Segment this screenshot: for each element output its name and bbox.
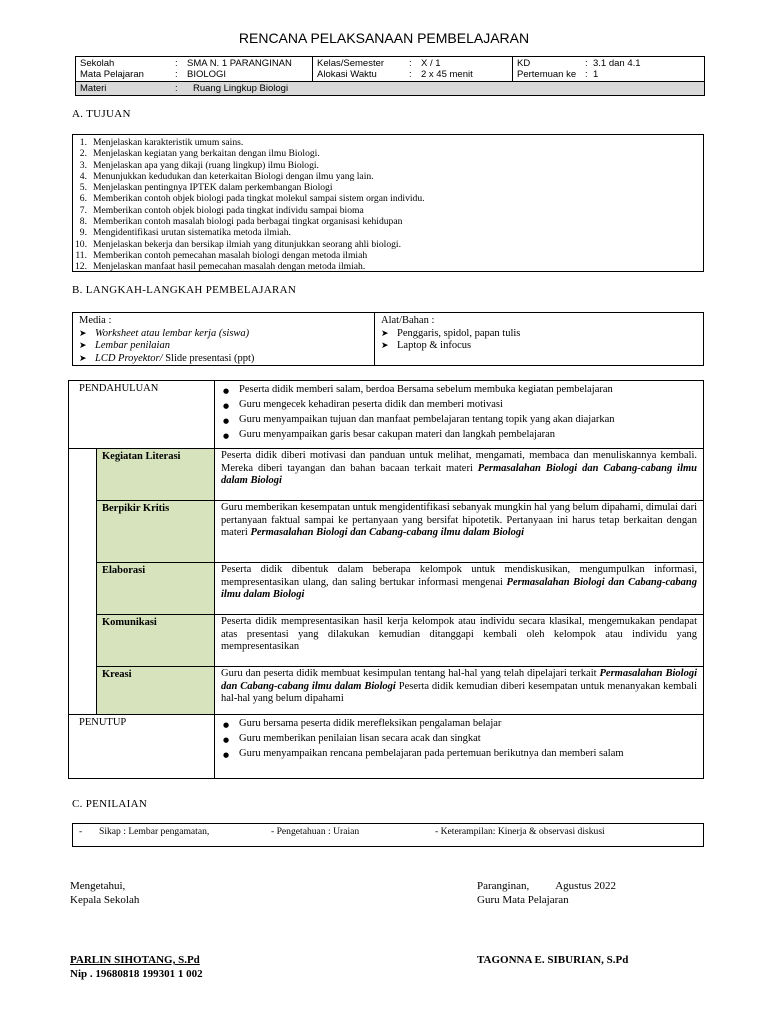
spacer-cell bbox=[69, 449, 97, 715]
date: Agustus 2022 bbox=[555, 880, 617, 892]
alat-item bbox=[381, 340, 697, 353]
tujuan-number: 3. bbox=[79, 159, 87, 171]
media-column bbox=[73, 313, 375, 365]
elaborasi-text: Peserta didik dibentuk dalam beberapa kelompok untuk mendiskusikan, mengumpulkan informasi, mempresentasikan ulang, dan saling bertukar informasi mengenai bbox=[221, 564, 697, 588]
tujuan-number: 2. bbox=[79, 148, 87, 160]
kreasi-text-rest: Peserta didik kemudian diberi kesempatan untuk menanyakan kembali hal-hal yang belum dipahami bbox=[221, 680, 697, 704]
pengetahuan-text: - Pengetahuan : Uraian bbox=[271, 826, 360, 837]
bullet-icon: ● bbox=[223, 402, 230, 410]
document-title: RENCANA PELAKSANAAN PEMBELAJARAN bbox=[238, 30, 530, 46]
penutup-row bbox=[69, 715, 704, 779]
media-item-text: Lembar penilaian bbox=[95, 340, 170, 351]
topic-italic: Permasalahan Biologi dan Cabang-cabang ilmu dalam Biologi bbox=[221, 576, 698, 600]
tujuan-text: Memberikan contoh pemecahan masalah biologi dengan metoda ilmiah bbox=[93, 249, 368, 261]
pendahuluan-row bbox=[69, 381, 704, 449]
right-signature-block bbox=[477, 879, 657, 907]
arrow-icon: ➤ bbox=[79, 328, 87, 339]
tujuan-text: Menjelaskan manfaat hasil pemecahan masalah dengan metoda ilmiah. bbox=[93, 261, 366, 273]
materi-label: Materi bbox=[80, 83, 107, 94]
activities-table bbox=[68, 380, 704, 779]
sekolah-value: SMA N. 1 PARANGINAN bbox=[187, 58, 292, 69]
colon: : bbox=[409, 69, 412, 80]
kritis-row bbox=[69, 501, 704, 563]
alat-heading bbox=[381, 315, 697, 328]
tujuan-item bbox=[73, 205, 703, 216]
bullet-text: Guru mengecek kehadiran peserta didik dan memberi motivasi bbox=[239, 399, 503, 410]
elaborasi-label: Elaborasi bbox=[97, 563, 215, 615]
kd-cell bbox=[513, 57, 705, 82]
tujuan-number: 7. bbox=[79, 204, 87, 216]
tujuan-text: Menjelaskan bekerja dan bersikap ilmiah yang ditunjukkan seorang ahli biologi. bbox=[93, 238, 401, 250]
pendahuluan-list bbox=[223, 383, 695, 443]
alat-item-text: Penggaris, spidol, papan tulis bbox=[397, 327, 521, 339]
keterampilan-text: - Keterampilan: Kinerja & observasi diskusi bbox=[435, 826, 605, 837]
kelas-value: X / 1 bbox=[421, 58, 441, 69]
media-label: Media bbox=[79, 315, 106, 326]
bullet-text: Peserta didik memberi salam, berdoa Bersama sebelum membuka kegiatan pembelajaran bbox=[239, 384, 613, 395]
tujuan-item bbox=[73, 137, 703, 148]
media-item bbox=[79, 340, 368, 353]
tujuan-item bbox=[73, 171, 703, 182]
bullet-icon: ● bbox=[223, 417, 230, 425]
sikap-text: Sikap : Lembar pengamatan, bbox=[99, 826, 210, 837]
arrow-icon: ➤ bbox=[381, 341, 389, 351]
tujuan-text: Menunjukkan kedudukan dan keterkaitan Biologi dengan ilmu yang lain. bbox=[93, 170, 374, 182]
colon: : bbox=[585, 58, 588, 69]
bullet-text: Guru memberikan penilaian lisan secara acak dan singkat bbox=[239, 733, 481, 744]
penutup-list bbox=[223, 717, 695, 762]
kreasi-text: Guru dan peserta didik membuat kesimpulan tentang hal-hal yang telah dipelajari terkait bbox=[221, 668, 600, 679]
mapel-label: Mata Pelajaran bbox=[80, 69, 144, 80]
bullet-text: Guru menyampaikan rencana pembelajaran pada pertemuan berikutnya dan memberi salam bbox=[239, 748, 624, 759]
tujuan-item bbox=[73, 216, 703, 227]
tujuan-item bbox=[73, 193, 703, 204]
tujuan-number: 5. bbox=[79, 182, 87, 194]
pendahuluan-label: PENDAHULUAN bbox=[69, 381, 215, 449]
media-heading bbox=[79, 315, 368, 328]
teacher-name: TAGONNA E. SIBURIAN, S.Pd bbox=[477, 954, 629, 966]
tujuan-item bbox=[73, 239, 703, 250]
tujuan-text: Menjelaskan kegiatan yang berkaitan dengan ilmu Biologi. bbox=[93, 148, 320, 160]
colon: : bbox=[428, 315, 435, 326]
kd-value: 3.1 dan 4.1 bbox=[593, 58, 641, 69]
kreasi-content bbox=[215, 667, 704, 715]
colon: : bbox=[409, 58, 412, 69]
colon: : bbox=[105, 315, 112, 326]
left-signature-block bbox=[70, 879, 139, 907]
topic-italic: Permasalahan Biologi dan Cabang-cabang ilmu dalam Biologi bbox=[250, 527, 525, 538]
literasi-label: Kegiatan Literasi bbox=[97, 449, 215, 501]
colon: : bbox=[585, 69, 588, 80]
kreasi-label: Kreasi bbox=[97, 667, 215, 715]
penutup-content bbox=[215, 715, 704, 779]
school-cell bbox=[76, 57, 313, 82]
pendahuluan-content bbox=[215, 381, 704, 449]
alat-item-text: Laptop & infocus bbox=[397, 340, 472, 351]
tujuan-item bbox=[73, 227, 703, 238]
colon: : bbox=[175, 69, 178, 80]
tujuan-item bbox=[73, 182, 703, 193]
materi-row bbox=[76, 82, 705, 96]
media-item-text: LCD Proyektor/ bbox=[95, 352, 163, 364]
headmaster-signature bbox=[70, 953, 203, 981]
alokasi-value: 2 x 45 menit bbox=[421, 69, 473, 80]
alat-item bbox=[381, 328, 697, 341]
kritis-content bbox=[215, 501, 704, 563]
class-cell bbox=[313, 57, 513, 82]
bullet-item bbox=[223, 428, 695, 443]
komunikasi-content bbox=[215, 615, 704, 667]
bullet-item bbox=[223, 383, 695, 398]
tujuan-number: 9. bbox=[79, 227, 87, 239]
tujuan-item bbox=[73, 148, 703, 159]
arrow-icon: ➤ bbox=[381, 328, 389, 339]
elaborasi-content bbox=[215, 563, 704, 615]
tujuan-text: Menjelaskan pentingnya IPTEK dalam perkembangan Biologi bbox=[93, 182, 333, 194]
komunikasi-text: Peserta didik mempresentasikan hasil kerja kelompok atau individu secara klasikal, mengemukakan pendapat atas presentasi yang dilakukan kemudian ditanggapi kembali oleh kelompok atau individu yang mempresentasikan bbox=[221, 616, 697, 652]
tujuan-item bbox=[73, 250, 703, 261]
kelas-label: Kelas/Semester bbox=[317, 58, 385, 69]
bullet-item bbox=[223, 413, 695, 428]
literasi-content bbox=[215, 449, 704, 501]
bullet-icon: ● bbox=[223, 751, 230, 759]
bullet-item bbox=[223, 398, 695, 413]
sekolah-label: Sekolah bbox=[80, 58, 115, 69]
headmaster-nip: Nip . 19680818 199301 1 002 bbox=[70, 968, 203, 980]
colon: : bbox=[175, 83, 178, 94]
bullet-icon: ● bbox=[223, 432, 230, 440]
materi-value: Ruang Lingkup Biologi bbox=[193, 83, 289, 94]
tujuan-text: Mengidentifikasi urutan sistematika metoda ilmiah. bbox=[93, 227, 291, 239]
alokasi-label: Alokasi Waktu bbox=[317, 69, 377, 80]
literasi-text: Peserta didik diberi motivasi dan panduan untuk melihat, mengamati, membaca dan menuliskannya kembali. Mereka diberi tayangan dan bahan bacaan terkait materi bbox=[221, 450, 697, 474]
kepala-sekolah-label: Kepala Sekolah bbox=[70, 894, 140, 906]
penutup-label: PENUTUP bbox=[69, 715, 215, 779]
place: Paranginan, bbox=[477, 880, 530, 892]
tujuan-item bbox=[73, 261, 703, 272]
kd-label: KD bbox=[517, 58, 531, 69]
bullet-text: Guru menyampaikan garis besar cakupan materi dan langkah pembelajaran bbox=[239, 429, 556, 440]
kreasi-row bbox=[69, 667, 704, 715]
bullet-text: Guru menyampaikan tujuan dan manfaat pembelajaran tentang topik yang akan diajarkan bbox=[239, 414, 615, 425]
kritis-text: Guru memberikan kesempatan untuk mengidentifikasi sebanyak mungkin hal yang belum dipahami, dimulai dari pertanyaan faktual sampai ke pertanyaan yang bersifat hipotetik. Pertanyaan ini harus tetap berkaitan dengan materi bbox=[221, 502, 697, 538]
guru-label: Guru Mata Pelajaran bbox=[477, 894, 569, 906]
komunikasi-label: Komunikasi bbox=[97, 615, 215, 667]
section-a-heading: A. TUJUAN bbox=[72, 108, 131, 120]
media-item bbox=[79, 328, 368, 341]
tujuan-list bbox=[73, 137, 703, 273]
media-item bbox=[79, 353, 368, 366]
arrow-icon: ➤ bbox=[79, 341, 87, 351]
bullet-icon: ● bbox=[223, 721, 230, 729]
media-item-text-rest: Slide presentasi (ppt) bbox=[162, 352, 255, 364]
header-info-table bbox=[75, 56, 705, 96]
topic-italic: Permasalahan Biologi dan Cabang-cabang ilmu dalam Biologi bbox=[221, 668, 697, 692]
tujuan-text: Memberikan contoh objek biologi pada tingkat individu sampai bioma bbox=[93, 204, 364, 216]
tujuan-number: 8. bbox=[79, 216, 87, 228]
alat-column bbox=[375, 313, 703, 365]
kritis-label: Berpikir Kritis bbox=[97, 501, 215, 563]
media-item-text: Worksheet atau lembar kerja (siswa) bbox=[95, 327, 250, 339]
mapel-value: BIOLOGI bbox=[187, 69, 227, 80]
tujuan-text: Menjelaskan apa yang dikaji (ruang lingkup) ilmu Biologi. bbox=[93, 159, 319, 171]
bullet-item bbox=[223, 732, 695, 747]
tujuan-number: 11. bbox=[75, 249, 87, 261]
section-c-heading: C. PENILAIAN bbox=[72, 798, 148, 810]
tujuan-item bbox=[73, 160, 703, 171]
section-b-heading: B. LANGKAH-LANGKAH PEMBELAJARAN bbox=[72, 284, 297, 296]
literasi-row bbox=[69, 449, 704, 501]
colon: : bbox=[175, 58, 178, 69]
pertemuan-label: Pertemuan ke bbox=[517, 69, 577, 80]
tujuan-text: Menjelaskan karakteristik umum sains. bbox=[93, 137, 244, 148]
alat-label: Alat/Bahan bbox=[381, 315, 429, 326]
pertemuan-value: 1 bbox=[593, 69, 599, 80]
tujuan-text: Memberikan contoh objek biologi pada tingkat molekul sampai sistem organ individu. bbox=[93, 193, 425, 205]
topic-italic: Permasalahan Biologi dan Cabang-cabang ilmu dalam Biologi bbox=[221, 462, 697, 486]
elaborasi-row bbox=[69, 563, 704, 615]
tujuan-number: 10. bbox=[75, 238, 87, 250]
tujuan-text: Memberikan contoh masalah biologi pada berbagai tingkat organisasi kehidupan bbox=[93, 216, 403, 228]
headmaster-name: PARLIN SIHOTANG, S.Pd bbox=[70, 954, 200, 966]
tujuan-number: 4. bbox=[79, 170, 87, 182]
bullet-item bbox=[223, 717, 695, 732]
tujuan-number: 1. bbox=[79, 137, 87, 148]
media-alat-box bbox=[72, 312, 704, 366]
komunikasi-row bbox=[69, 615, 704, 667]
bullet-text: Guru bersama peserta didik merefleksikan pengalaman belajar bbox=[239, 718, 502, 729]
mengetahui-label: Mengetahui, bbox=[70, 880, 126, 892]
tujuan-box bbox=[72, 134, 704, 272]
bullet-item bbox=[223, 747, 695, 762]
bullet-icon: ● bbox=[223, 736, 230, 744]
place-date bbox=[477, 879, 657, 893]
dash: - bbox=[79, 826, 83, 837]
tujuan-number: 12. bbox=[75, 261, 87, 273]
tujuan-number: 6. bbox=[79, 193, 87, 205]
bullet-icon: ● bbox=[223, 387, 230, 395]
penilaian-box bbox=[72, 823, 704, 847]
arrow-icon: ➤ bbox=[79, 353, 87, 364]
